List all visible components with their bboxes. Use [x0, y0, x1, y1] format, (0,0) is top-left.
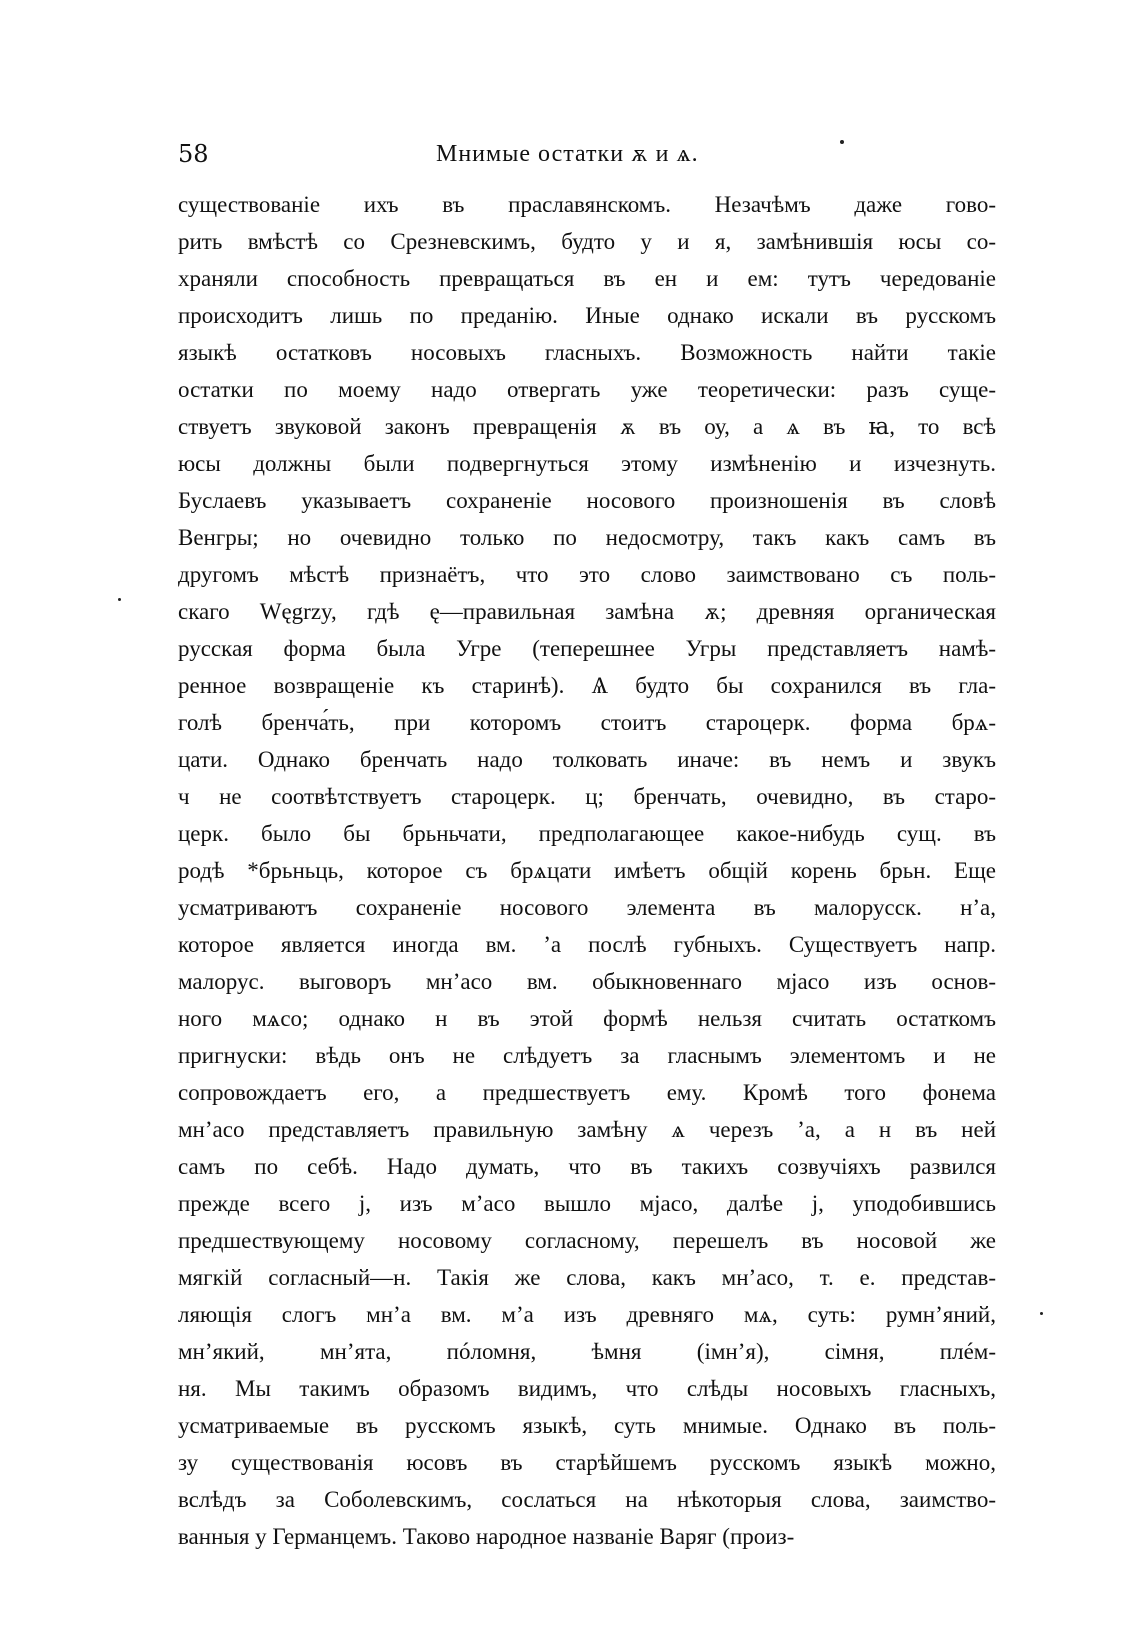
- text-line: мягкій согласный—н. Такія же слова, какъ мнʼасо, т. е. представ-: [178, 1265, 996, 1290]
- text-line: происходитъ лишь по преданію. Иные однако искали въ русскомъ: [178, 303, 996, 328]
- text-line: зу существованія юсовъ въ старѣйшемъ русскомъ языкѣ можно,: [178, 1450, 996, 1475]
- text-line: рить вмѣстѣ со Срезневскимъ, будто у и я, замѣнившія юсы со-: [178, 229, 996, 254]
- text-line: ствуетъ звуковой законъ превращенія ѫ въ оу, а ѧ въ ꙗ, то всѣ: [178, 414, 996, 439]
- text-line: ренное возвращеніе къ старинѣ). Ѧ будто бы сохранился въ гла-: [178, 673, 996, 698]
- text-line: ного мѧсо; однако н въ этой формѣ нельзя считать остаткомъ: [178, 1006, 996, 1031]
- text-line: церк. было бы брьньчати, предполагающее какое-нибудь сущ. въ: [178, 821, 996, 846]
- text-line: русская форма была Угре (теперешнее Угры представляетъ намѣ-: [178, 636, 996, 661]
- text-line: сопровождаетъ его, а предшествуетъ ему. Кромѣ того фонема: [178, 1080, 996, 1105]
- text-line: мнʼякий, мнʼята, пóломня, ѣмня (імнʼя), сімня, плéм-: [178, 1339, 996, 1364]
- text-line: мнʼасо представляетъ правильную замѣну ѧ черезъ ʼа, а н въ ней: [178, 1117, 996, 1142]
- text-line: родѣ *брьньць, которое съ брѧцати имѣетъ общій корень брьн. Еще: [178, 858, 996, 883]
- text-line: предшествующему носовому согласному, перешелъ въ носовой же: [178, 1228, 996, 1253]
- text-line: ванныя у Германцемъ. Таково народное названіе Варяг (произ-: [178, 1524, 795, 1549]
- text-line: прежде всего ј, изъ мʼасо вышло мјасо, далѣе ј, уподобившись: [178, 1191, 996, 1216]
- text-line: остатки по моему надо отвергать уже теоретически: разъ суще-: [178, 377, 996, 402]
- text-line: ч не соотвѣтствуетъ староцерк. ц; бренчать, очевидно, въ старо-: [178, 784, 996, 809]
- text-line: голѣ бренча́ть, при которомъ стоитъ староцерк. форма брѧ-: [178, 710, 996, 735]
- text-line: существованіе ихъ въ праславянскомъ. Незачѣмъ даже гово-: [178, 192, 996, 217]
- running-header: [178, 138, 996, 174]
- text-line: усматриваемые въ русскомъ языкѣ, суть мнимые. Однако въ поль-: [178, 1413, 996, 1438]
- text-line: вслѣдъ за Соболевскимъ, сослаться на нѣкоторыя слова, заимство-: [178, 1487, 996, 1512]
- body-text: [178, 186, 996, 1566]
- text-line: Буслаевъ указываетъ сохраненіе носового произношенія въ словѣ: [178, 488, 996, 513]
- text-line: цати. Однако бренчать надо толковать иначе: въ немъ и звукъ: [178, 747, 996, 772]
- text-line: ляющія слогъ мнʼа вм. мʼа изъ древняго мѧ, суть: румнʼяний,: [178, 1302, 996, 1327]
- text-line: скаго Węgrzy, гдѣ ę—правильная замѣна ѫ; древняя органическая: [178, 599, 996, 624]
- text-line: другомъ мѣстѣ признаётъ, что это слово заимствовано съ поль-: [178, 562, 996, 587]
- scan-speck: [1040, 1312, 1043, 1315]
- text-line: языкѣ остатковъ носовыхъ гласныхъ. Возможность найти такіе: [178, 340, 996, 365]
- page-number: 58: [178, 140, 209, 168]
- text-line: Венгры; но очевидно только по недосмотру, такъ какъ самъ въ: [178, 525, 996, 550]
- text-line: которое является иногда вм. ʼа послѣ губныхъ. Существуетъ напр.: [178, 932, 996, 957]
- text-line: самъ по себѣ. Надо думать, что въ такихъ созвучіяхъ развился: [178, 1154, 996, 1179]
- text-line: юсы должны были подвергнуться этому измѣненію и изчезнуть.: [178, 451, 996, 476]
- scan-speck: [840, 140, 844, 144]
- text-line: малорус. выговоръ мнʼасо вм. обыкновеннаго мјасо изъ основ-: [178, 969, 996, 994]
- text-line: ня. Мы такимъ образомъ видимъ, что слѣды носовыхъ гласныхъ,: [178, 1376, 996, 1401]
- text-line: храняли способность превращаться въ ен и ем: тутъ чередованіе: [178, 266, 996, 291]
- running-title: Мнимые остатки ѫ и ѧ.: [436, 141, 699, 167]
- text-line: пригнуски: вѣдь онъ не слѣдуетъ за гласнымъ элементомъ и не: [178, 1043, 996, 1068]
- text-line: усматриваютъ сохраненіе носового элемента въ малорусск. нʼа,: [178, 895, 996, 920]
- scan-speck: [118, 598, 121, 601]
